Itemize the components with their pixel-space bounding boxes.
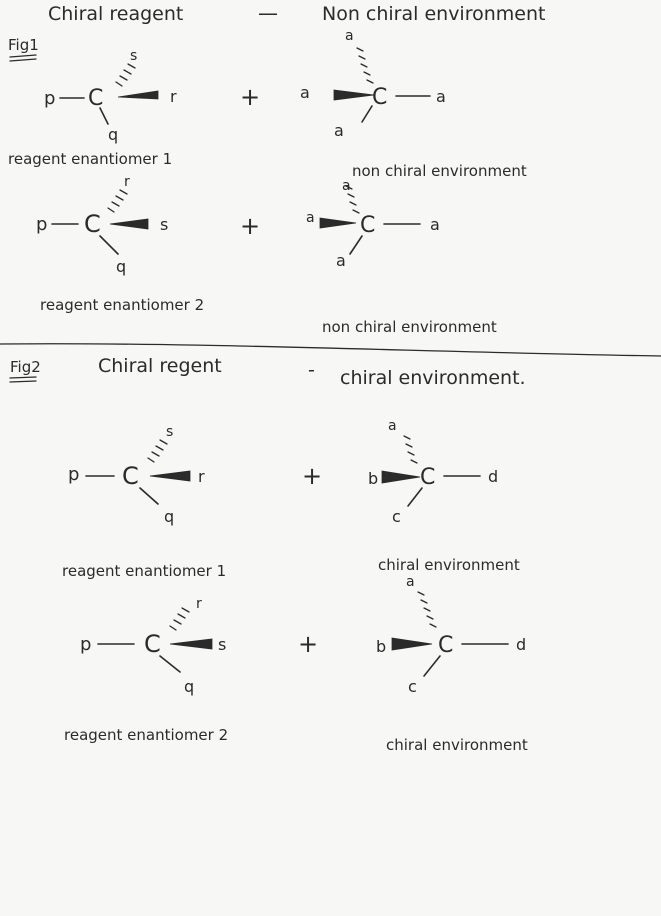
fig2-label: Fig2	[10, 358, 41, 376]
fig1-label: Fig1	[8, 36, 39, 54]
hashed-bond	[404, 436, 417, 463]
atom-p: p	[80, 634, 92, 655]
atom-c: C	[438, 633, 454, 658]
wedge-bond	[382, 471, 420, 483]
atom-a: a	[406, 574, 415, 590]
bond-line	[362, 106, 372, 122]
hashed-bond	[170, 608, 189, 630]
hashed-bond	[357, 48, 373, 83]
atom-a: a	[336, 251, 346, 270]
fig2-title-left: Chiral regent	[98, 355, 222, 377]
environment-label: non chiral environment	[352, 162, 527, 180]
atom-a: a	[388, 418, 397, 434]
atom-c: C	[420, 465, 436, 490]
atom-c: C	[88, 86, 104, 111]
atom-c: C	[84, 210, 101, 238]
header-dash: —	[258, 1, 278, 25]
reagent-enantiomer-2-label: reagent enantiomer 2	[64, 726, 229, 744]
plus-sign: +	[240, 83, 261, 111]
atom-q: q	[108, 125, 119, 144]
fig1-substrate-2	[306, 178, 440, 270]
bond-line	[100, 236, 118, 254]
atom-a: a	[334, 121, 344, 140]
fig1-substrate-1	[300, 28, 446, 140]
atom-b: b	[376, 637, 387, 656]
reagent-enantiomer-1-label: reagent enantiomer 1	[62, 562, 227, 580]
environment-label: chiral environment	[386, 736, 528, 754]
wedge-bond	[150, 471, 190, 481]
atom-r: r	[198, 467, 205, 486]
header-title-right: Non chiral environment	[322, 3, 546, 25]
atom-b: b	[368, 469, 379, 488]
atom-q: q	[164, 507, 175, 526]
fig1-reagent-1	[44, 48, 177, 144]
atom-s: s	[160, 215, 169, 234]
wedge-bond	[334, 90, 374, 100]
fig2-substrate-2	[376, 574, 526, 696]
plus-sign: +	[240, 212, 261, 240]
plus-sign: +	[298, 630, 319, 658]
bond-line	[140, 488, 158, 504]
atom-r: r	[170, 87, 177, 106]
bond-line	[424, 656, 440, 676]
atom-r: r	[124, 174, 130, 190]
environment-label: non chiral environment	[322, 318, 497, 336]
atom-c: C	[122, 462, 139, 490]
fig2-dash: -	[308, 359, 315, 381]
wedge-bond	[110, 219, 148, 229]
atom-s: s	[130, 48, 138, 64]
plus-sign: +	[302, 462, 323, 490]
atom-q: q	[184, 677, 195, 696]
atom-a: a	[300, 83, 310, 102]
fig1-reagent-2	[36, 174, 168, 276]
reagent-enantiomer-2-label: reagent enantiomer 2	[40, 296, 205, 314]
header-title-left: Chiral reagent	[48, 3, 184, 25]
atom-a: a	[306, 210, 315, 226]
atom-p: p	[68, 464, 80, 485]
atom-s: s	[166, 424, 174, 440]
wedge-bond	[118, 91, 158, 99]
atom-a: a	[430, 215, 440, 234]
hashed-bond	[418, 592, 436, 627]
atom-s: s	[218, 635, 227, 654]
atom-c: C	[360, 213, 376, 238]
environment-label: chiral environment	[378, 556, 520, 574]
atom-p: p	[36, 214, 48, 235]
atom-c: C	[372, 85, 388, 110]
atom-c: c	[392, 507, 401, 526]
bond-line	[408, 488, 422, 506]
fig1-underline	[10, 55, 36, 61]
fig2-reagent-2	[80, 596, 226, 696]
hashed-bond	[148, 440, 167, 462]
atom-a: a	[342, 178, 351, 194]
atom-d: d	[516, 635, 527, 654]
hashed-bond	[116, 64, 135, 86]
atom-p: p	[44, 88, 56, 109]
atom-r: r	[196, 596, 202, 612]
hashed-bond	[108, 190, 127, 212]
bond-line	[100, 108, 108, 124]
reagent-enantiomer-1-label: reagent enantiomer 1	[8, 150, 173, 168]
fig2-reagent-1	[68, 424, 205, 526]
atom-a: a	[345, 28, 354, 44]
atom-c: C	[144, 630, 161, 658]
wedge-bond	[392, 638, 432, 650]
fig2-underline	[10, 377, 36, 382]
fig2-title-right: chiral environment.	[340, 367, 526, 389]
bond-line	[350, 236, 362, 254]
bond-line	[160, 656, 180, 672]
wedge-bond	[320, 218, 356, 228]
atom-q: q	[116, 257, 127, 276]
atom-c: c	[408, 677, 417, 696]
atom-a: a	[436, 87, 446, 106]
wedge-bond	[170, 639, 212, 649]
fig2-substrate-1	[368, 418, 498, 526]
atom-d: d	[488, 467, 499, 486]
